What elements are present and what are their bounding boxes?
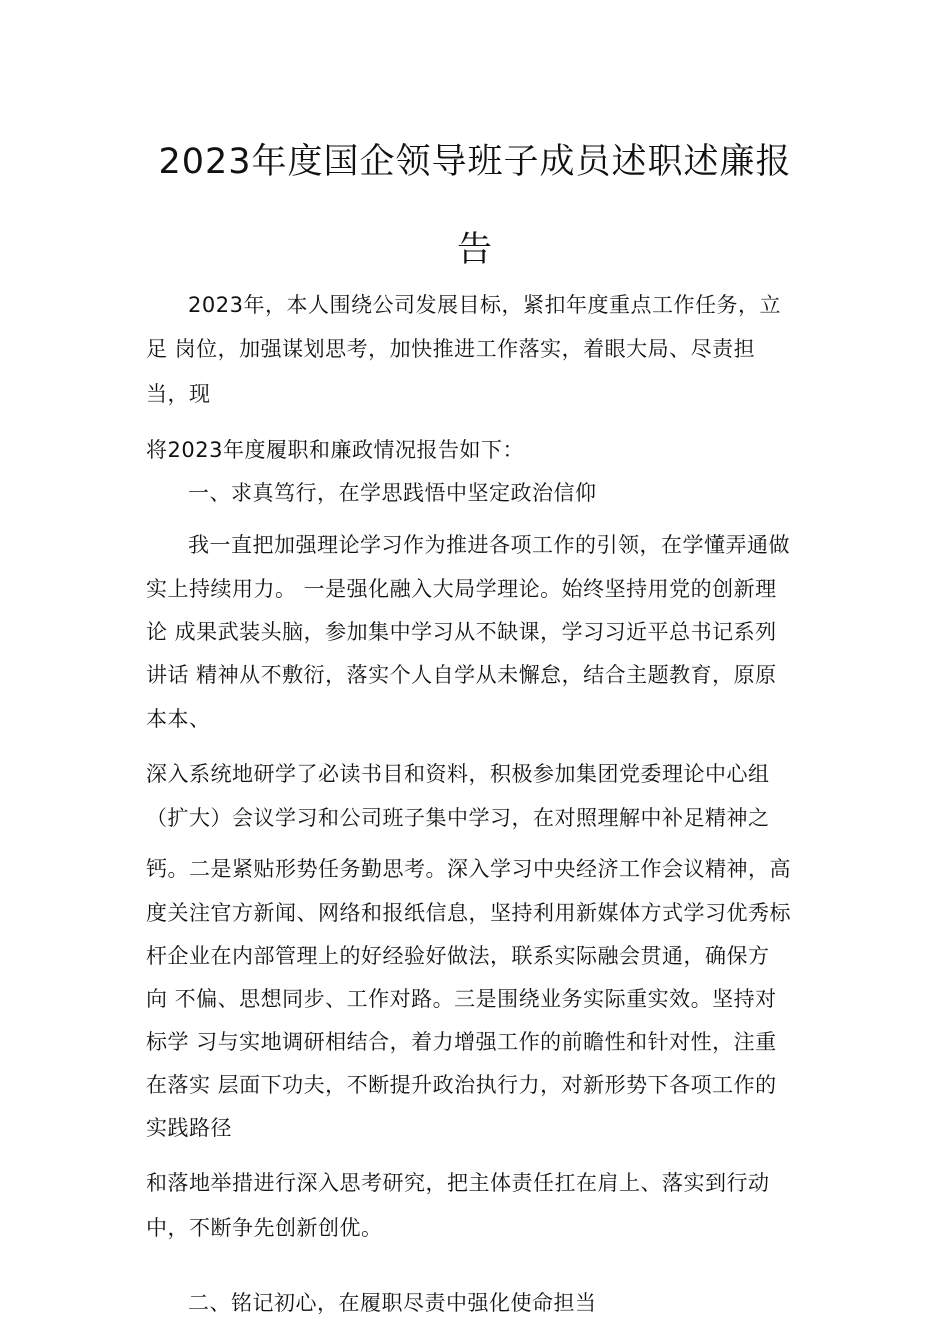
paragraph-line: 杆企业在内部管理上的好经验好做法，联系实际融会贯通，确保方: [146, 944, 770, 968]
paragraph-line: 将2023年度履职和廉政情况报告如下：: [146, 438, 524, 462]
paragraph-line: 向 不偏、思想同步、工作对路。三是围绕业务实际重实效。坚持对: [146, 987, 777, 1011]
paragraph-line: 度关注官方新闻、网络和报纸信息，坚持利用新媒体方式学习优秀标: [146, 901, 791, 925]
section-heading: 一、求真笃行，在学思践悟中坚定政治信仰: [188, 481, 597, 505]
paragraph-line: 论 成果武装头脑，参加集中学习从不缺课，学习习近平总书记系列: [146, 620, 777, 644]
paragraph-line: 2023年，本人围绕公司发展目标，紧扣年度重点工作任务，立: [188, 293, 781, 317]
paragraph-line: 本本、: [146, 707, 211, 731]
paragraph-line: 实上持续用力。 一是强化融入大局学理论。始终坚持用党的创新理: [146, 577, 777, 601]
paragraph-line: 中，不断争先创新创优。: [146, 1216, 383, 1240]
paragraph-line: 讲话 精神从不敷衍，落实个人自学从未懈怠，结合主题教育，原原: [146, 663, 777, 687]
document-title-line-2: 告: [456, 230, 493, 270]
paragraph-line: 在落实 层面下功夫，不断提升政治执行力，对新形势下各项工作的: [146, 1073, 777, 1097]
paragraph-line: 标学 习与实地调研相结合，着力增强工作的前瞻性和针对性，注重: [146, 1030, 777, 1054]
paragraph-line: 当，现: [146, 382, 211, 406]
document-title-line-1: 2023年度国企领导班子成员述职述廉报: [158, 142, 792, 182]
paragraph-line: 我一直把加强理论学习作为推进各项工作的引领，在学懂弄通做: [188, 533, 790, 557]
paragraph-line: 足 岗位，加强谋划思考，加快推进工作落实，着眼大局、尽责担: [146, 337, 756, 361]
paragraph-line: 钙。二是紧贴形势任务勤思考。深入学习中央经济工作会议精神，高: [146, 857, 791, 881]
paragraph-line: 深入系统地研学了必读书目和资料，积极参加集团党委理论中心组: [146, 762, 770, 786]
paragraph-line: （扩大）会议学习和公司班子集中学习，在对照理解中补足精神之: [146, 806, 770, 830]
section-heading: 二、铭记初心，在履职尽责中强化使命担当: [188, 1291, 597, 1315]
paragraph-line: 和落地举措进行深入思考研究，把主体责任扛在肩上、落实到行动: [146, 1171, 770, 1195]
paragraph-line: 实践路径: [146, 1116, 232, 1140]
